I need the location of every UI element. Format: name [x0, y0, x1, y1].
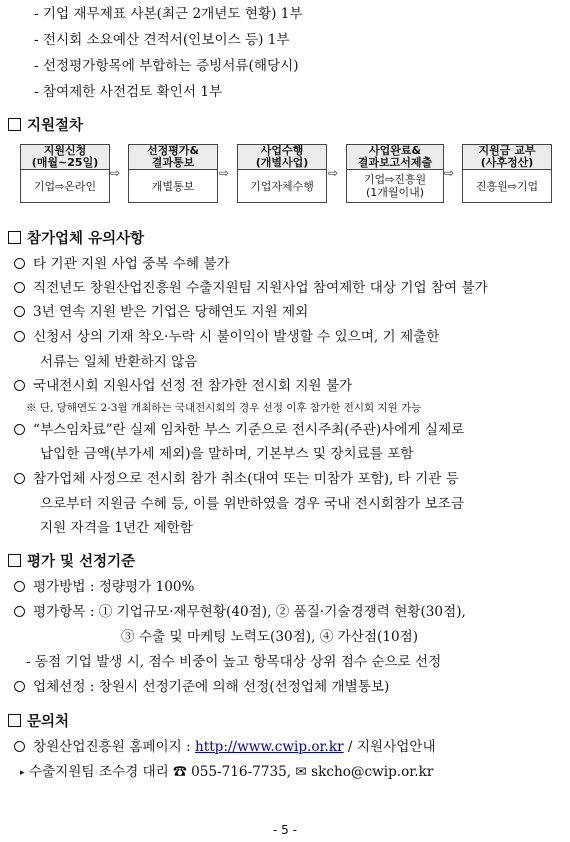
square-bullet-icon [8, 714, 21, 727]
arrow-right-icon: ⇨ [444, 166, 455, 180]
square-bullet-icon [8, 231, 21, 244]
section-contact-heading: 문의처 [8, 712, 69, 732]
notice-item-continued: 납입한 금액(부가세 제외)을 말하며, 기본부스 및 장치료를 포함 [40, 446, 414, 462]
procedure-flow [20, 144, 550, 206]
notice-item: 국내전시회 지원사업 선정 전 참가한 전시회 지원 불가 [14, 376, 352, 396]
section-procedure-heading: 지원절차 [8, 116, 83, 136]
notice-item-continued: 으로부터 지원금 수혜 등, 이를 위반하였을 경우 국내 전시회참가 보조금 [40, 496, 465, 512]
contact-person: ▸ 수출지원팀 조수경 대리 ☎ 055-716-7735, ✉ skcho@cwip.or.kr [20, 764, 434, 780]
page-number: - 5 - [273, 823, 297, 837]
circle-bullet-icon [14, 473, 25, 484]
flow-step-evaluation: 선정평가& 결과통보 개별통보 [128, 144, 218, 203]
notice-item-continued: 지원 자격을 1년간 제한함 [40, 520, 193, 536]
flow-step-report: 사업완료& 결과보고서제출 기업⇨진흥원 (1개월이내) [346, 144, 444, 203]
doc-item: - 전시회 소요예산 견적서(인보이스 등) 1부 [34, 32, 290, 48]
notice-item: 타 기관 지원 사업 중복 수혜 불가 [14, 254, 230, 274]
doc-item: - 참여제한 사전검토 확인서 1부 [34, 84, 223, 100]
flow-step-execution: 사업수행 (개별사업) 기업자체수행 [237, 144, 327, 203]
arrow-right-icon: ⇨ [110, 166, 121, 180]
doc-item: - 기업 재무제표 사본(최근 2개년도 현황) 1부 [34, 6, 303, 22]
eval-selection: 업체선정 : 창원시 선정기준에 의해 선정(선정업체 개별통보) [14, 677, 389, 697]
circle-bullet-icon [14, 606, 25, 617]
circle-bullet-icon [14, 424, 25, 435]
circle-bullet-icon [14, 306, 25, 317]
flow-step-apply: 지원신청 (매월~25일) 기업⇨온라인 [20, 144, 110, 203]
notice-item-continued: 서류는 일체 반환하지 않음 [40, 354, 198, 370]
phone-icon: ☎ [173, 764, 187, 780]
square-bullet-icon [8, 554, 21, 567]
eval-tie-rule: - 동점 기업 발생 시, 점수 비중이 높고 항목대상 상위 점수 순으로 선정 [26, 654, 442, 670]
circle-bullet-icon [14, 681, 25, 692]
notice-item: 직전년도 창원산업진흥원 수출지원팀 지원사업 참여제한 대상 기업 참여 불가 [14, 278, 488, 298]
triangle-bullet-icon: ▸ [20, 768, 25, 778]
section-notice-heading: 참가업체 유의사항 [8, 229, 144, 249]
circle-bullet-icon [14, 380, 25, 391]
homepage-link[interactable]: http://www.cwip.or.kr [195, 739, 344, 755]
arrow-right-icon: ⇨ [328, 166, 339, 180]
square-bullet-icon [8, 118, 21, 131]
eval-method: 평가방법 : 정량평가 100% [14, 577, 194, 597]
mail-icon: ✉ [295, 764, 307, 780]
circle-bullet-icon [14, 581, 25, 592]
eval-items-continued: ③ 수출 및 마케팅 노력도(30점), ④ 가산점(10점) [121, 629, 419, 645]
circle-bullet-icon [14, 258, 25, 269]
arrow-right-icon: ⇨ [219, 166, 230, 180]
section-eval-heading: 평가 및 선정기준 [8, 552, 135, 572]
flow-step-payment: 지원금 교부 (사후정산) 진흥원⇨기업 [462, 144, 552, 203]
notice-item: 참가업체 사정으로 전시회 참가 취소(대여 또는 미참가 포함), 타 기관 등 [14, 469, 459, 489]
circle-bullet-icon [14, 741, 25, 752]
circle-bullet-icon [14, 282, 25, 293]
circle-bullet-icon [14, 331, 25, 342]
contact-homepage: 창원산업진흥원 홈페이지 : http://www.cwip.or.kr / 지원사업안내 [14, 737, 436, 757]
eval-items: 평가항목 : ① 기업규모·재무현황(40점), ② 품질·기술경쟁력 현황(30점), [14, 602, 466, 622]
notice-item: 신청서 상의 기재 착오·누락 시 불이익이 발생할 수 있으며, 기 제출한 [14, 327, 439, 347]
doc-item: - 선정평가항목에 부합하는 증빙서류(해당시) [34, 58, 299, 74]
contact-email[interactable]: skcho@cwip.or.kr [311, 764, 434, 780]
notice-footnote: ※ 단, 당해연도 2-3월 개최하는 국내전시회의 경우 선정 이후 참가한 전시회 지원 가능 [26, 402, 422, 414]
notice-item: 3년 연속 지원 받은 기업은 당해연도 지원 제외 [14, 302, 308, 322]
notice-item: “부스임차료”란 실제 임차한 부스 기준으로 전시주최(주관)사에게 실제로 [14, 420, 464, 440]
